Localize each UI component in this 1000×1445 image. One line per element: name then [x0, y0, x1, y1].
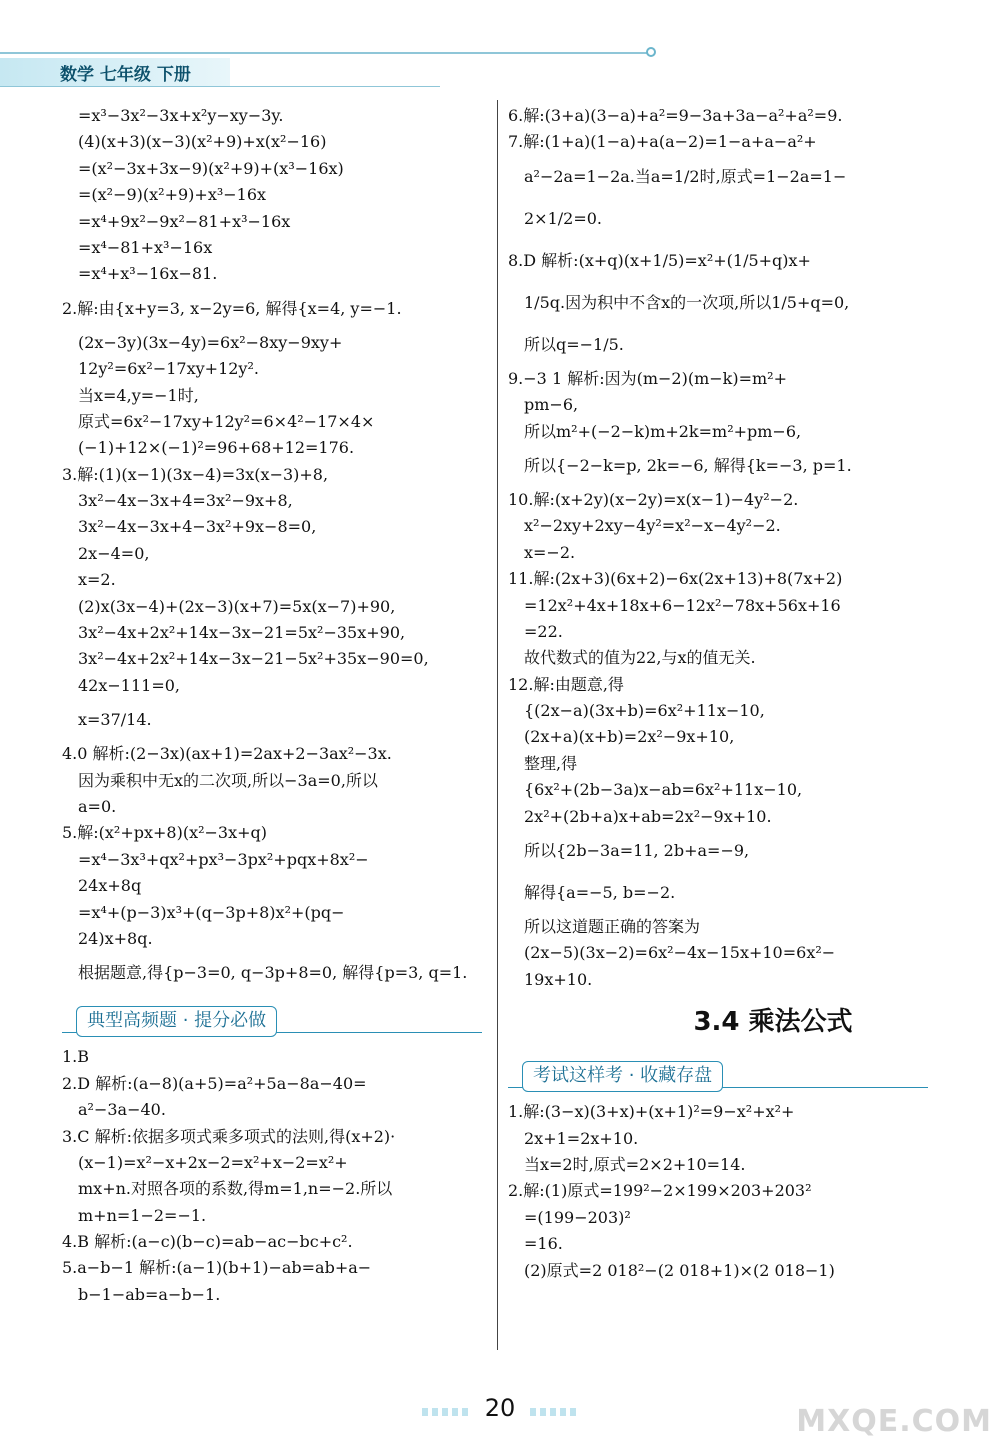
left-answers-block	[62, 1044, 487, 1308]
line: 所以{2b−3a=11, 2b+a=−9,	[524, 841, 750, 861]
line: {6x²+(2b−3a)x−ab=6x²+11x−10,	[524, 780, 803, 800]
line: 1.B	[62, 1047, 90, 1067]
line: =x⁴−3x³+qx²+px³−3px²+pqx+8x²−	[78, 849, 369, 869]
page-header-title: 数学 七年级 下册	[60, 65, 191, 85]
header-underline	[0, 86, 440, 87]
line: m+n=1−2=−1.	[78, 1205, 207, 1225]
line: x=2.	[78, 570, 116, 590]
line: 当x=2时,原式=2×2+10=14.	[524, 1154, 746, 1174]
line: 4.0 解析:(2−3x)(ax+1)=2ax+2−3ax²−3x.	[62, 744, 392, 764]
line: 当x=4,y=−1时,	[78, 385, 199, 405]
line: 3x²−4x−3x+4=3x²−9x+8,	[78, 491, 293, 511]
line: 7.解:(1+a)(1−a)+a(a−2)=1−a+a−a²+	[508, 132, 817, 152]
line: 2x−4=0,	[78, 543, 150, 563]
line: 2.解:(1)原式=199²−2×199×203+203²	[508, 1181, 812, 1201]
line: 2.D 解析:(a−8)(a+5)=a²+5a−8a−40=	[62, 1073, 367, 1093]
line: 11.解:(2x+3)(6x+2)−6x(2x+13)+8(7x+2)	[508, 569, 843, 589]
line: (2)原式=2 018²−(2 018+1)×(2 018−1)	[524, 1260, 835, 1280]
line: x=−2.	[524, 542, 576, 562]
section-banner-left	[62, 1002, 487, 1040]
line: =x⁴+(p−3)x³+(q−3p+8)x²+(pq−	[78, 902, 345, 922]
header-dot	[646, 47, 656, 57]
line: 所以m²+(−2−k)m+2k=m²+pm−6,	[524, 421, 802, 441]
line: 所以q=−1/5.	[524, 334, 624, 354]
line: 2x²+(2b+a)x+ab=2x²−9x+10.	[524, 806, 772, 826]
line: 8.D 解析:(x+q)(x+1/5)=x²+(1/5+q)x+	[508, 250, 811, 270]
line: 所以这道题正确的答案为	[524, 917, 701, 937]
line: (x−1)=x²−x+2x−2=x²+x−2=x²+	[78, 1152, 348, 1172]
line: (−1)+12×(−1)²=96+68+12=176.	[78, 438, 355, 458]
section-title: 3.4 乘法公式	[693, 1007, 853, 1038]
page-number: 20	[484, 1394, 516, 1422]
right-solutions-block	[508, 103, 948, 993]
line: =(x²−3x+3x−9)(x²+9)+(x³−16x)	[78, 158, 344, 178]
line: 根据题意,得{p−3=0, q−3p+8=0, 解得{p=3, q=1.	[78, 963, 468, 983]
right-column	[508, 103, 948, 1284]
line: (4)(x+3)(x−3)(x²+9)+x(x²−16)	[78, 132, 327, 152]
line: 9.−3 1 解析:因为(m−2)(m−k)=m²+	[508, 368, 787, 388]
line: (2x+a)(x+b)=2x²−9x+10,	[524, 727, 735, 747]
line: (2)x(3x−4)+(2x−3)(x+7)=5x(x−7)+90,	[78, 596, 396, 616]
line: a²−2a=1−2a.当a=1/2时,原式=1−2a=1−	[524, 166, 847, 186]
line: (2x−5)(3x−2)=6x²−4x−15x+10=6x²−	[524, 943, 836, 963]
line: =(199−203)²	[524, 1207, 631, 1227]
line: =(x²−9)(x²+9)+x³−16x	[78, 185, 267, 205]
line: 3.解:(1)(x−1)(3x−4)=3x(x−3)+8,	[62, 464, 329, 484]
left-solutions-block	[62, 103, 487, 994]
line: =16.	[524, 1234, 563, 1254]
line: 3.C 解析:依据多项式乘多项式的法则,得(x+2)·	[62, 1126, 396, 1146]
line: 19x+10.	[524, 969, 593, 989]
line: x²−2xy+2xy−4y²=x²−x−4y²−2.	[524, 516, 781, 536]
line: 5.解:(x²+px+8)(x²−3x+q)	[62, 823, 268, 843]
line: 解得{a=−5, b=−2.	[524, 883, 676, 903]
line: 故代数式的值为22,与x的值无关.	[524, 648, 756, 668]
line: =x³−3x²−3x+x²y−xy−3y.	[78, 106, 284, 125]
column-divider	[497, 100, 498, 1350]
line: 3x²−4x+2x²+14x−3x−21=5x²−35x+90,	[78, 623, 406, 643]
line: 2x+1=2x+10.	[524, 1128, 639, 1148]
line: =x⁴−81+x³−16x	[78, 237, 213, 257]
section-banner-right	[508, 1057, 948, 1095]
line: 1/5q.因为积中不含x的一次项,所以1/5+q=0,	[524, 292, 850, 312]
line: b−1−ab=a−b−1.	[78, 1284, 221, 1304]
line: 5.a−b−1 解析:(a−1)(b+1)−ab=ab+a−	[62, 1258, 372, 1278]
line: 42x−111=0,	[78, 675, 180, 695]
line: 12y²=6x²−17xy+12y².	[78, 359, 259, 379]
line: 2×1/2=0.	[524, 208, 603, 228]
header-rule	[0, 52, 650, 54]
line: 4.B 解析:(a−c)(b−c)=ab−ac−bc+c².	[62, 1232, 353, 1252]
footer-ornament-right	[530, 1408, 578, 1416]
line: 12.解:由题意,得	[508, 674, 624, 694]
line: pm−6,	[524, 395, 579, 415]
line: mx+n.对照各项的系数,得m=1,n=−2.所以	[78, 1179, 393, 1199]
line: =12x²+4x+18x+6−12x²−78x+56x+16	[524, 595, 841, 615]
line: 2.解:由{x+y=3, x−2y=6, 解得{x=4, y=−1.	[62, 298, 402, 318]
watermark: MXQE.COM	[796, 1404, 992, 1439]
line: 整理,得	[524, 753, 578, 773]
line: 3x²−4x−3x+4−3x²+9x−8=0,	[78, 517, 317, 537]
line: =22.	[524, 621, 563, 641]
line: x=37/14.	[78, 710, 152, 730]
line: 3x²−4x+2x²+14x−3x−21−5x²+35x−90=0,	[78, 649, 429, 669]
line: 1.解:(3−x)(3+x)+(x+1)²=9−x²+x²+	[508, 1102, 795, 1122]
line: {(2x−a)(3x+b)=6x²+11x−10,	[524, 701, 765, 721]
right-answers-block	[508, 1099, 948, 1284]
line: (2x−3y)(3x−4y)=6x²−8xy−9xy+	[78, 332, 343, 352]
line: 24x+8q	[78, 876, 142, 896]
line: 所以{−2−k=p, 2k=−6, 解得{k=−3, p=1.	[524, 455, 852, 475]
banner-label: 考试这样考 · 收藏存盘	[522, 1061, 723, 1091]
banner-label: 典型高频题 · 提分必做	[76, 1006, 277, 1036]
footer-ornament-left	[422, 1408, 470, 1416]
line: 24)x+8q.	[78, 928, 153, 948]
line: 6.解:(3+a)(3−a)+a²=9−3a+3a−a²+a²=9.	[508, 106, 843, 125]
line: =x⁴+x³−16x−81.	[78, 264, 218, 284]
line: a²−3a−40.	[78, 1100, 166, 1120]
line: 10.解:(x+2y)(x−2y)=x(x−1)−4y²−2.	[508, 489, 799, 509]
line: =x⁴+9x²−9x²−81+x³−16x	[78, 211, 291, 231]
line: 原式=6x²−17xy+12y²=6×4²−17×4×	[78, 411, 375, 431]
line: 因为乘积中无x的二次项,所以−3a=0,所以	[78, 770, 378, 790]
left-column	[62, 103, 487, 1308]
line: a=0.	[78, 796, 117, 816]
